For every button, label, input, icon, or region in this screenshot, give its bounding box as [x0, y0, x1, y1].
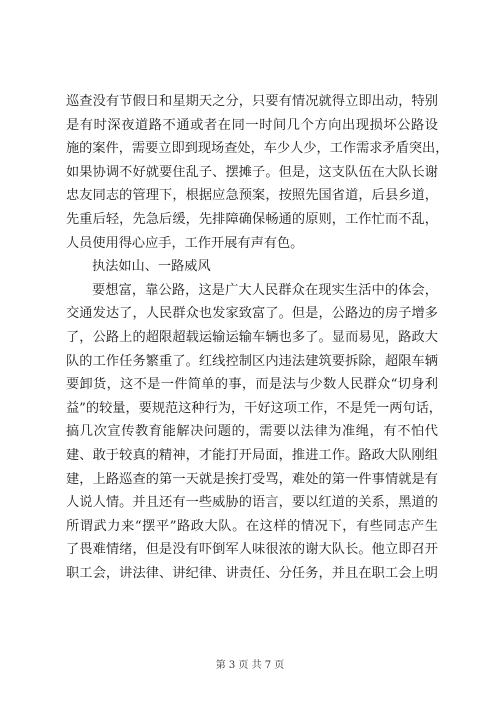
- text-line: 要卸货，这不是一件简单的事，而是法与少数人民群众“切身利: [66, 377, 438, 393]
- text-line: 人员使用得心应手，工作开展有声有色。: [66, 235, 304, 251]
- text-line: 人说人情。并且还有一些威胁的语言，要以红道的关系，黑道的: [66, 495, 438, 511]
- text-line: 交通发达了，人民群众也发家致富了。但是，公路边的房子增多: [66, 306, 438, 322]
- text-line: 先重后轻，先急后缓，先排障确保畅通的原则，工作忙而不乱，: [66, 211, 438, 227]
- page-number: 第 3 页 共 7 页: [215, 660, 285, 671]
- text-line: 忠友同志的管理下，根据应急预案，按照先国省道，后县乡道，: [66, 188, 438, 204]
- text-line: 了畏难情绪，但是没有吓倒军人味很浓的谢大队长。他立即召开: [66, 542, 438, 558]
- text-line: 要想富，靠公路，这是广大人民群众在现实生活中的体会，: [92, 282, 438, 298]
- text-line: 所谓武力来“摆平”路政大队。在这样的情况下，有些同志产生: [66, 518, 438, 534]
- text-line: 职工会，讲法律、讲纪律、讲责任、分任务，并且在职工会上明: [66, 565, 438, 581]
- body-text: [66, 90, 449, 585]
- text-line: 是有时深夜道路不通或者在同一时间几个方向出现损坏公路设: [66, 117, 438, 133]
- text-line: 巡查没有节假日和星期天之分，只要有情况就得立即出动，特别: [66, 94, 438, 109]
- text-line: 施的案件，需要立即到现场查处，车少人少，工作需求矛盾突出，: [66, 141, 449, 157]
- text-line: 搞几次宣传教育能解决问题的，需要以法律为准绳，有不怕代: [66, 424, 438, 440]
- section-heading: 执法如山、一路威风: [92, 259, 211, 275]
- text-line: 建、敢于较真的精神，才能打开局面，推进工作。路政大队刚组: [66, 447, 438, 463]
- text-line: 队的工作任务繁重了。红线控制区内违法建筑要拆除，超限车辆: [66, 353, 438, 369]
- text-line: 了，公路上的超限超载运输运输车辆也多了。显而易见，路政大: [66, 329, 438, 345]
- text-line: 建，上路巡查的第一天就是挨打受骂，难处的第一件事情就是有: [66, 471, 438, 487]
- text-line: 如果协调不好就要住乱子、摆摊子。但是，这支队伍在大队长谢: [66, 164, 438, 180]
- text-line: 益”的较量，要规范这种行为，干好这项工作，不是凭一两句话，: [66, 400, 442, 416]
